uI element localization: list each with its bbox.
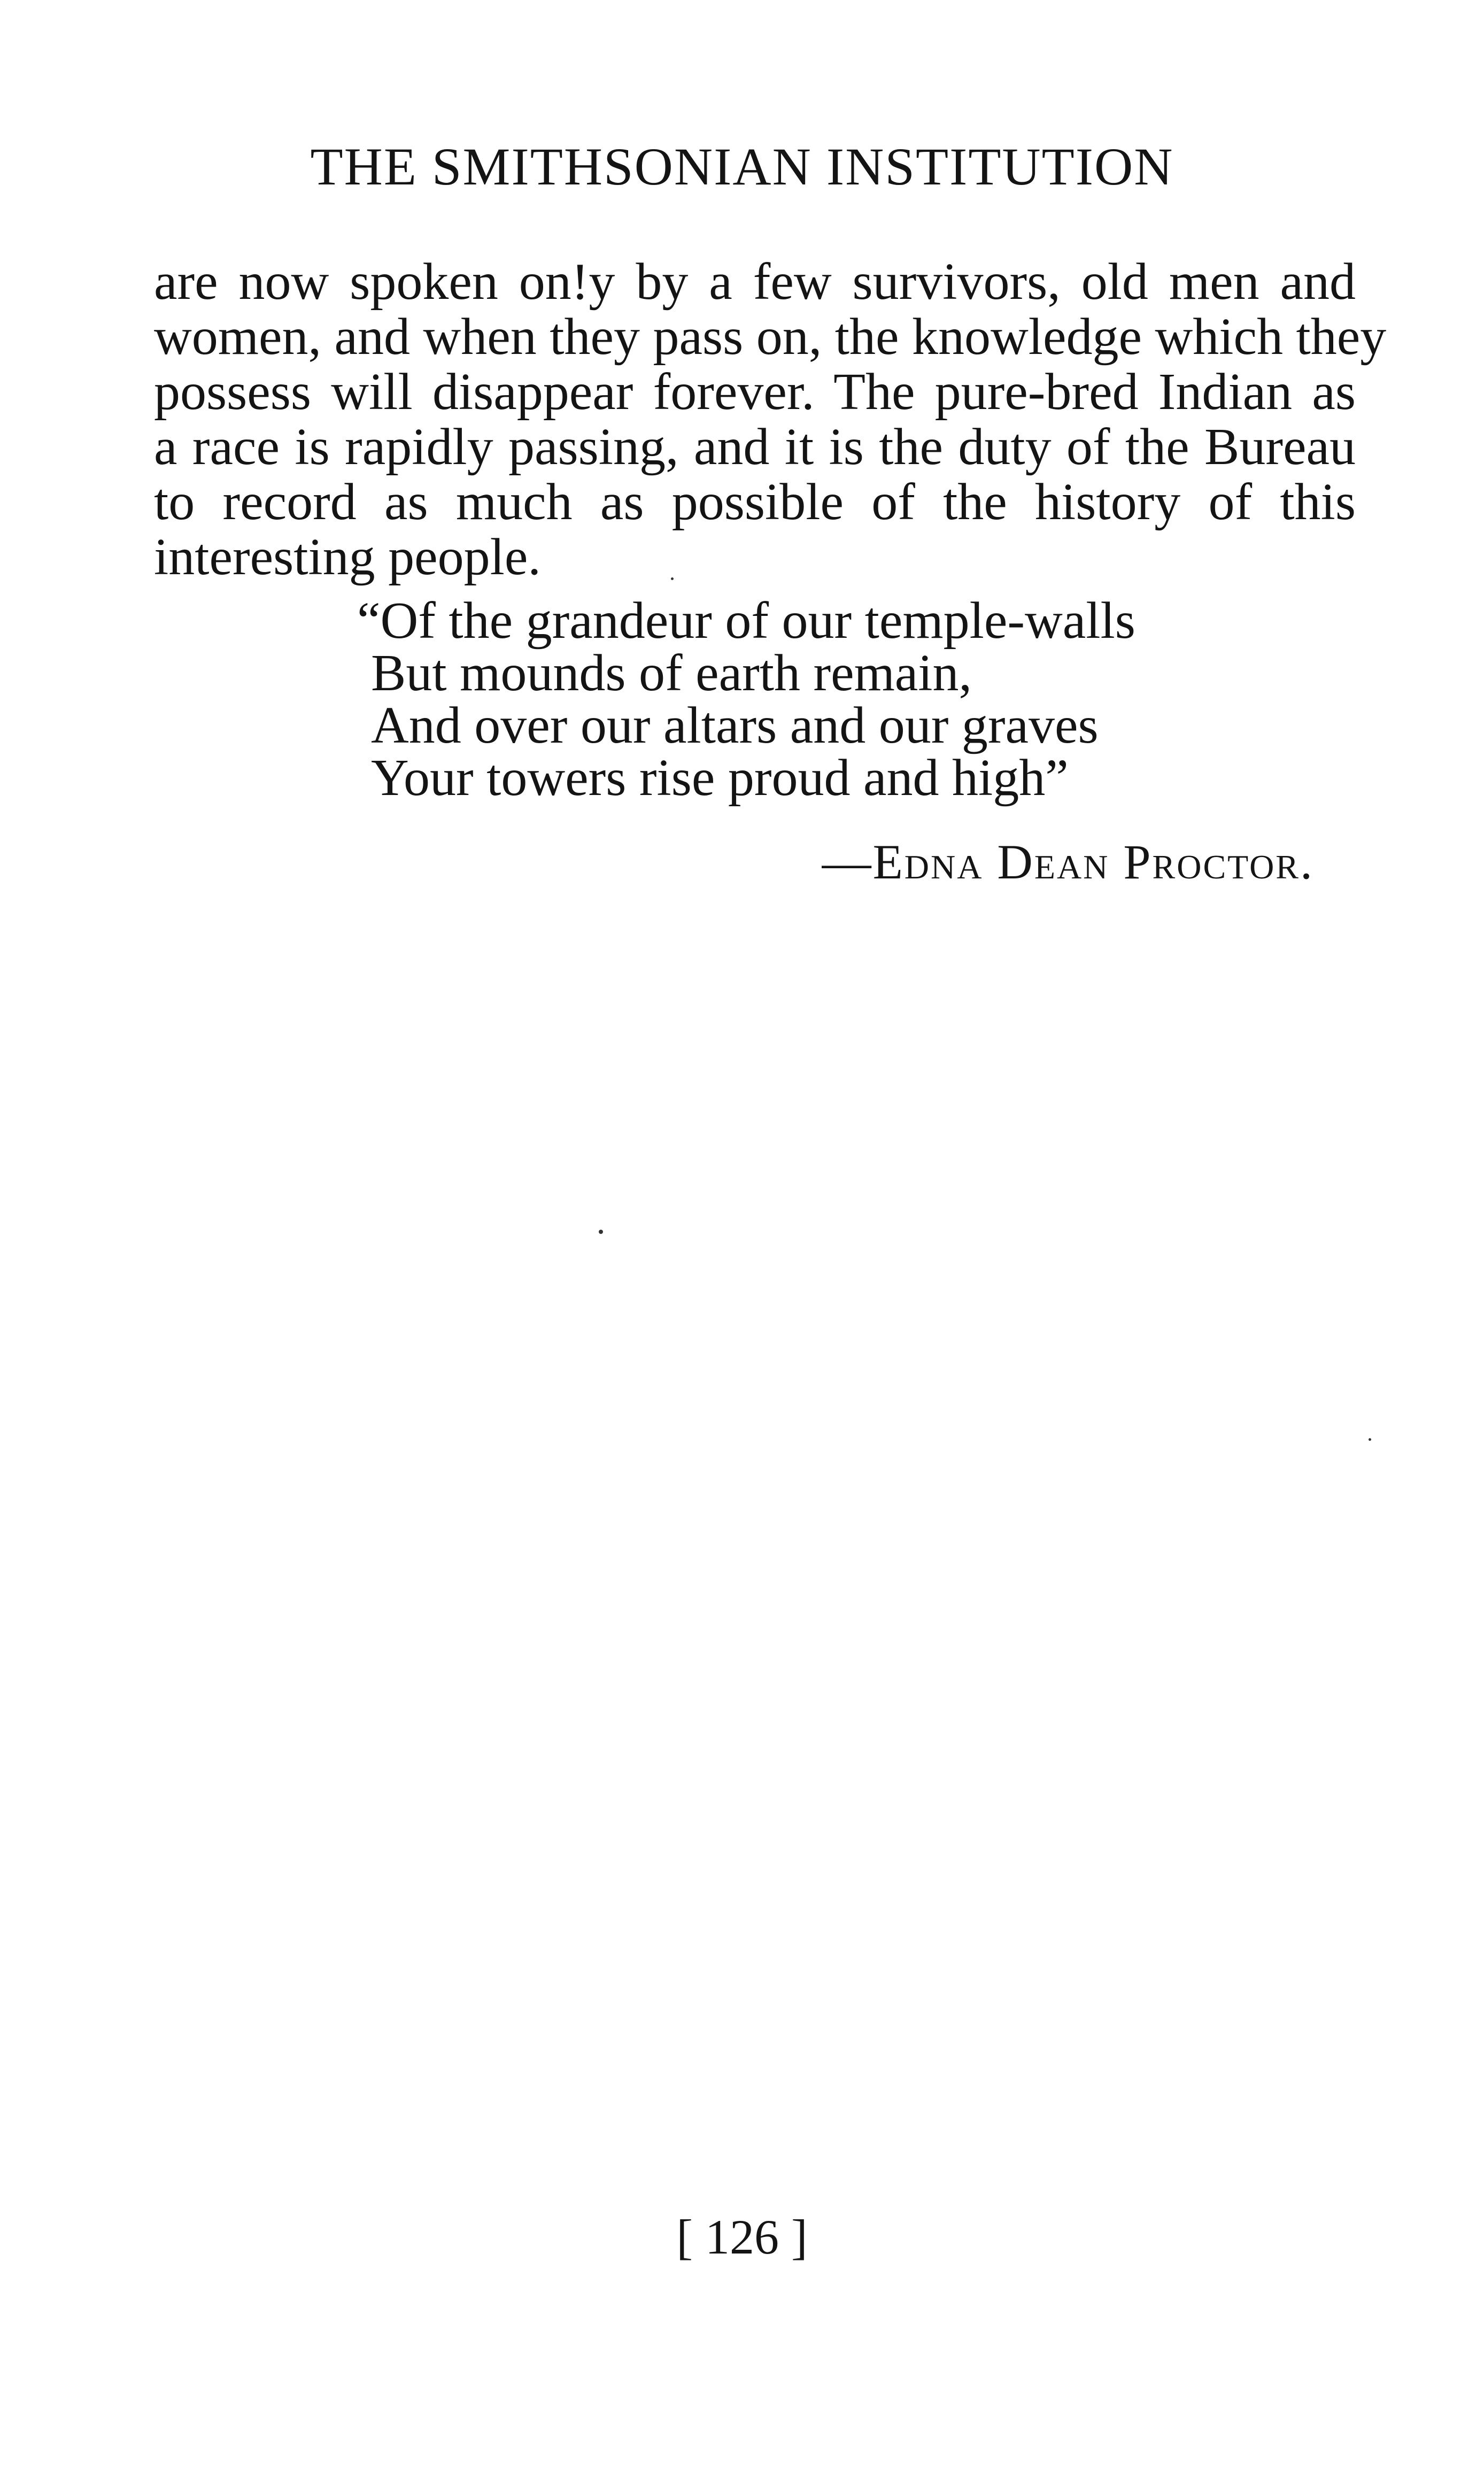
- paragraph-line: interesting people.: [154, 528, 541, 586]
- print-speck: [1369, 1438, 1371, 1441]
- paragraph-line: are now spoken on!y by a few survivors, old men and: [154, 253, 1356, 311]
- print-speck: [599, 1230, 603, 1234]
- body-paragraph: [154, 253, 1387, 586]
- verse-attribution: —Edna Dean Proctor.: [822, 835, 1314, 889]
- verse-line: “Of the grandeur of our temple-walls: [357, 592, 1135, 650]
- page-number: [ 126 ]: [676, 2210, 808, 2264]
- paragraph-line: women, and when they pass on, the knowledge which they: [154, 308, 1387, 366]
- verse-quotation: [357, 592, 1135, 807]
- verse-line: Your towers rise proud and high”: [371, 749, 1069, 807]
- paragraph-line: a race is rapidly passing, and it is the duty of the Bureau: [154, 418, 1356, 476]
- paragraph-line: possess will disappear forever. The pure-bred Indian as: [154, 363, 1356, 421]
- paragraph-line: to record as much as possible of the history of this: [154, 473, 1356, 531]
- print-speck: [671, 577, 674, 580]
- verse-line: And over our altars and our graves: [371, 697, 1099, 754]
- verse-line: But mounds of earth remain,: [371, 644, 972, 702]
- running-head: THE SMITHSONIAN INSTITUTION: [310, 137, 1174, 196]
